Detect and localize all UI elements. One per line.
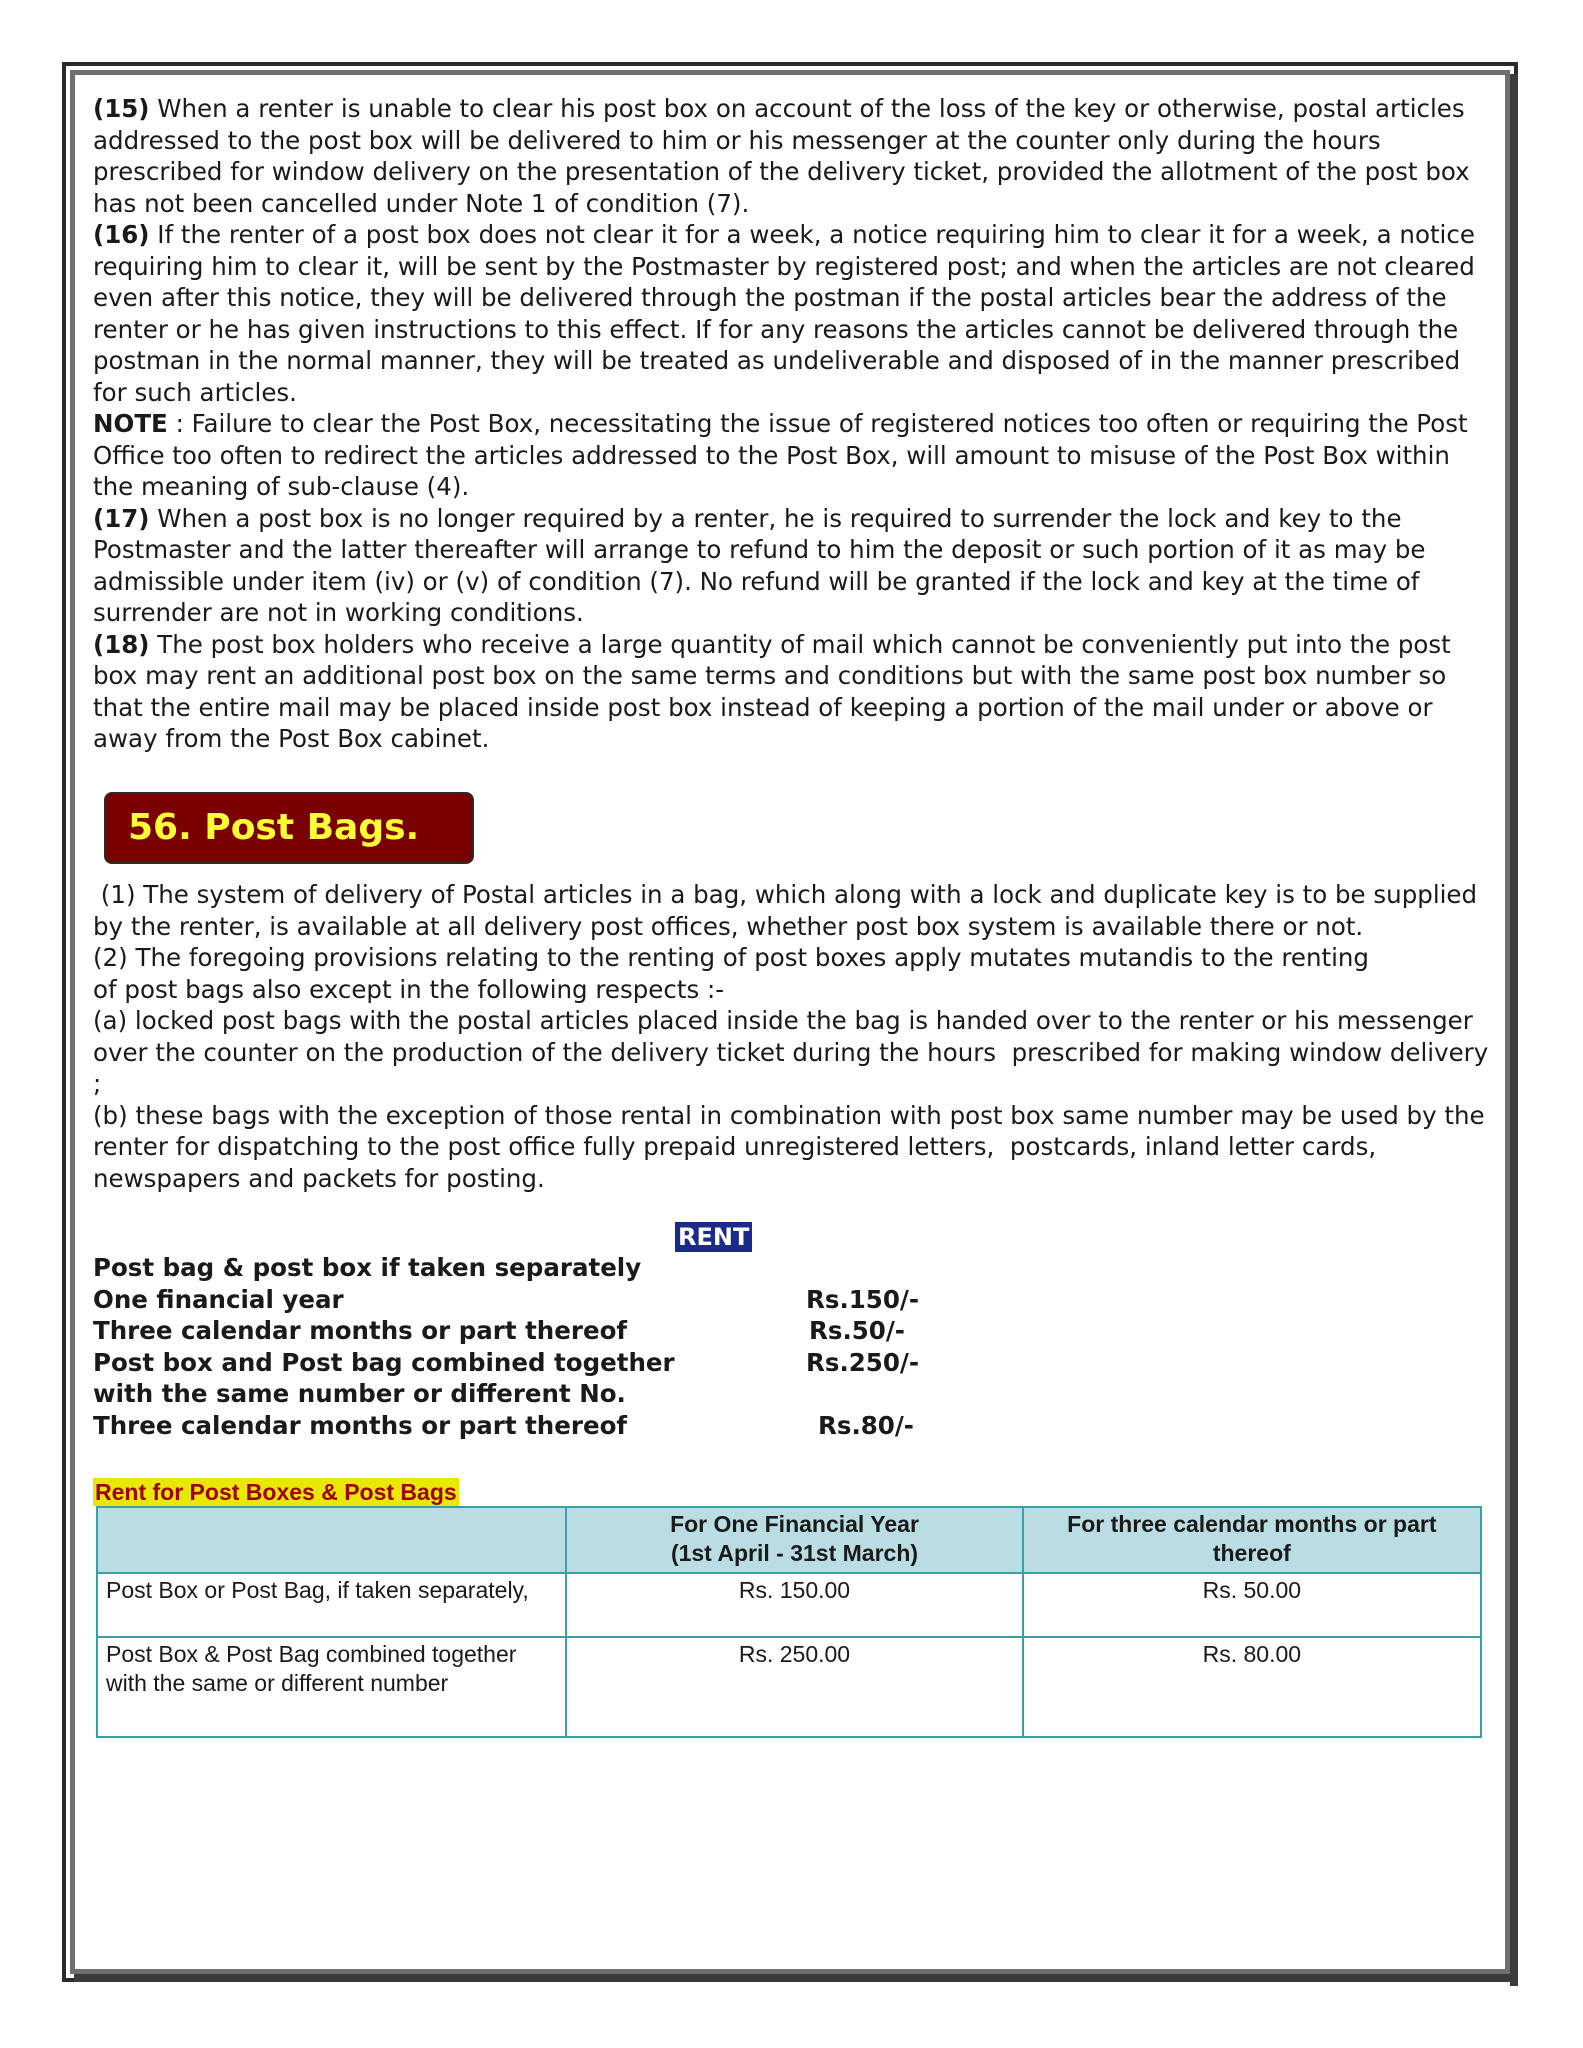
rent-label: Post box and Post bag combined together — [93, 1347, 675, 1377]
post-bags-para-a: (a) locked post bags with the postal articles placed inside the bag is handed over to the renter or his messenger over the counter on the production of the delivery ticket during the hours prescribed for making window delivery ; — [93, 1006, 1497, 1098]
row-quarter-rent: Rs. 80.00 — [1023, 1637, 1481, 1737]
row-quarter-rent: Rs. 50.00 — [1023, 1573, 1481, 1637]
condition-16 — [93, 219, 1493, 408]
condition-18 — [93, 629, 1493, 755]
table-header-row — [97, 1507, 1481, 1573]
rent-label: One financial year — [93, 1284, 344, 1314]
post-bags-para-2: (2) The foregoing provisions relating to the renting of post boxes apply mutates mutandis to the renting of post bags also except in the following respects :- — [93, 943, 1369, 1004]
rent-amount: Rs.250/- — [806, 1347, 920, 1377]
condition-text: When a renter is unable to clear his post box on account of the loss of the key or otherwise, postal articles addressed to the post box will be delivered to him or his messenger at the counter only during the hours prescribed for window delivery on the presentation of the delivery ticket, provided the allotment of the post box has not been cancelled under Note 1 of condition (7). — [93, 94, 1470, 218]
post-bags-para-b: (b) these bags with the exception of those rental in combination with post box same number may be used by the renter for dispatching to the post office fully prepaid unregistered letters, postcards, inland letter cards, newspapers and packets for posting. — [93, 1100, 1493, 1193]
rent-badge: RENT — [675, 1222, 752, 1252]
note-label: NOTE — [93, 409, 168, 438]
table-header-year: For One Financial Year (1st April - 31st March) — [566, 1507, 1022, 1573]
rent-amount: Rs.80/- — [818, 1410, 914, 1440]
rent-amount: Rs.50/- — [809, 1316, 905, 1345]
condition-number: (17) — [93, 503, 150, 533]
rent-table-title: Rent for Post Boxes & Post Bags — [95, 1479, 457, 1505]
condition-15 — [93, 93, 1493, 219]
table-row — [97, 1573, 1481, 1637]
note-paragraph — [93, 408, 1493, 503]
row-year-rent: Rs. 150.00 — [566, 1573, 1022, 1637]
row-label: Post Box or Post Bag, if taken separately, — [97, 1573, 566, 1637]
section-heading-post-bags: 56. Post Bags. — [104, 792, 474, 864]
note-text: : Failure to clear the Post Box, necessitating the issue of registered notices too often or requiring the Post Office too often to redirect the articles addressed to the Post Box, will amount to misuse of the Post Box within the meaning of sub-clause (4). — [93, 409, 1468, 501]
table-header-quarter: For three calendar months or part thereof — [1023, 1507, 1481, 1573]
table-row — [97, 1637, 1481, 1737]
row-year-rent: Rs. 250.00 — [566, 1637, 1022, 1737]
rent-label: with the same number or different No. — [93, 1379, 626, 1408]
post-bags-para-1: (1) The system of delivery of Postal articles in a bag, which along with a lock and duplicate key is to be supplied by the renter, is available at all delivery post offices, whether post box system is available there or not. — [93, 880, 1485, 941]
rent-amount: Rs.150/- — [806, 1284, 920, 1314]
post-bags-section — [93, 879, 1497, 1194]
row-label: Post Box & Post Bag combined together with the same or different number — [97, 1637, 566, 1737]
condition-number: (15) — [93, 94, 150, 123]
table-header-empty — [97, 1507, 566, 1573]
condition-text: The post box holders who receive a large quantity of mail which cannot be conveniently put into the post box may rent an additional post box on the same terms and conditions but with the same post box number so that the entire mail may be placed inside post box instead of keeping a portion of the mail under or above or away from the Post Box cabinet. — [93, 629, 1451, 753]
frame-shadow-right — [1510, 74, 1518, 1986]
condition-text: If the renter of a post box does not clear it for a week, a notice requiring him to clear it for a week, a notice requiring him to clear it, will be sent by the Postmaster by registered post; and when the articles are not cleared even after this notice, they will be delivered through the postman if the postal articles bear the address of the renter or he has given instructions to this effect. If for any reasons the articles cannot be delivered through the postman in the normal manner, they will be treated as undeliverable and disposed of in the manner prescribed for such articles. — [93, 220, 1475, 407]
condition-number: (18) — [93, 629, 150, 659]
rent-label: Post bag & post box if taken separately — [93, 1253, 642, 1282]
rent-table — [96, 1506, 1482, 1738]
condition-number: (16) — [93, 220, 150, 249]
rent-label: Three calendar months or part thereof — [93, 1316, 628, 1345]
rent-label: Three calendar months or part thereof — [93, 1410, 628, 1440]
condition-text: When a post box is no longer required by a renter, he is required to surrender the lock and key to the Postmaster and the latter thereafter will arrange to refund to him the deposit or such portion of it as may be admissible under item (iv) or (v) of condition (7). No refund will be granted if the lock and key at the time of surrender are not in working conditions. — [93, 503, 1426, 627]
frame-shadow-bottom — [74, 1974, 1518, 1982]
post-box-conditions — [93, 93, 1493, 755]
condition-17 — [93, 503, 1493, 629]
